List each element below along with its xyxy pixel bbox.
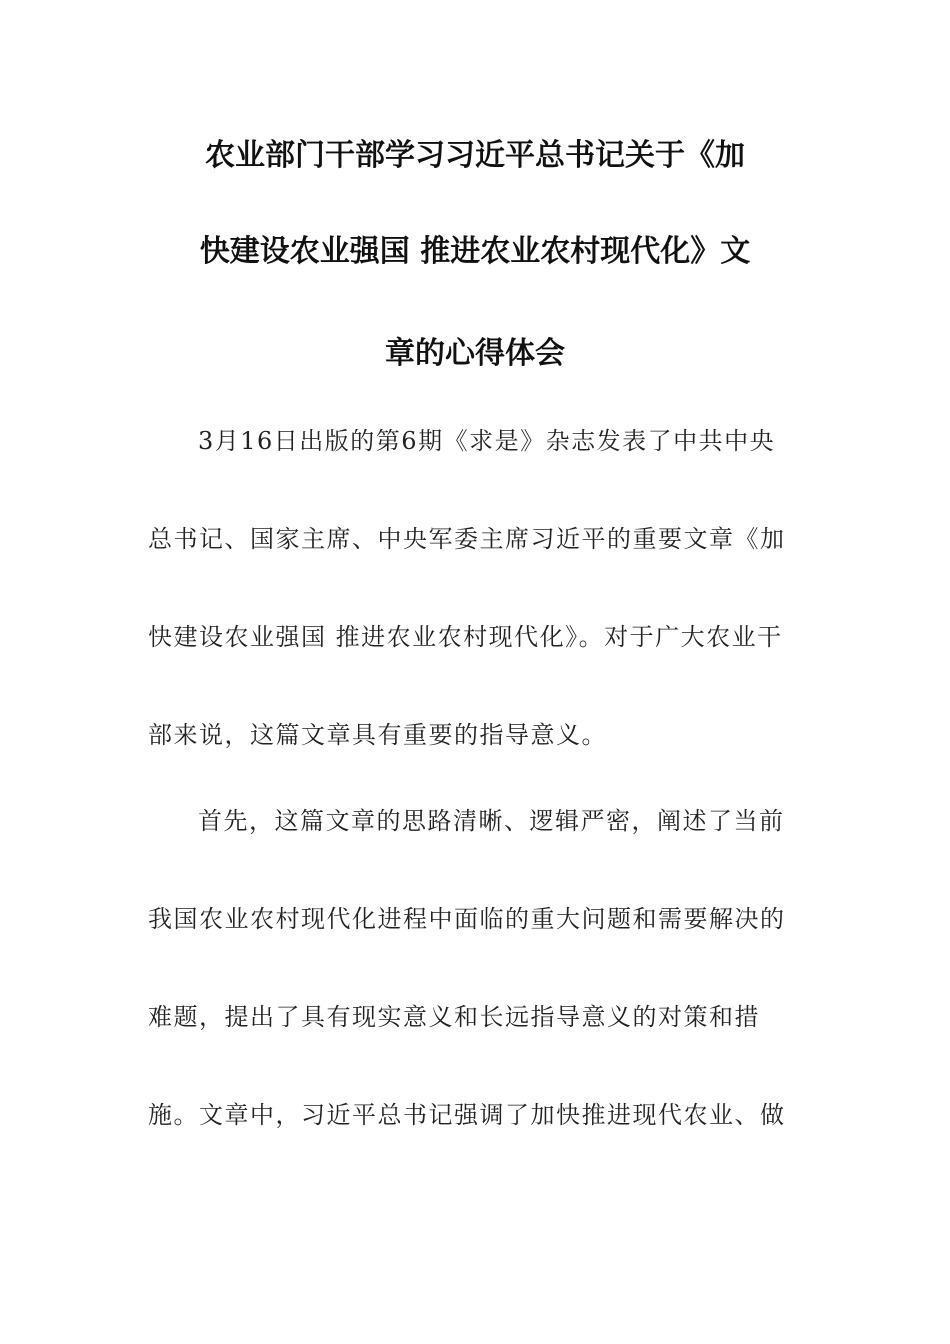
paragraph-1-line-1: 3月16日出版的第6期《求是》杂志发表了中共中央 [198, 427, 776, 455]
paragraph-1-line-4: 部来说，这篇文章具有重要的指导意义。 [148, 721, 607, 749]
paragraph-2-line-1: 首先，这篇文章的思路清晰、逻辑严密，阐述了当前 [198, 807, 785, 835]
paragraph-2-line-2: 我国农业农村现代化进程中面临的重大问题和需要解决的 [148, 905, 786, 933]
paragraph-2-line-3: 难题，提出了具有现实意义和长远指导意义的对策和措 [148, 1003, 760, 1031]
paragraph-1-line-3: 快建设农业强国 推进农业农村现代化》。对于广大农业干 [148, 623, 783, 651]
document-title-line-2: 快建设农业强国 推进农业农村现代化》文 [199, 234, 751, 269]
paragraph-1-line-2: 总书记、国家主席、中央军委主席习近平的重要文章《加 [148, 525, 786, 553]
document-title-line-1: 农业部门干部学习习近平总书记关于《加 [205, 138, 745, 173]
document-title-line-3: 章的心得体会 [385, 336, 565, 371]
paragraph-2-line-4: 施。文章中，习近平总书记强调了加快推进现代农业、做 [148, 1101, 786, 1129]
